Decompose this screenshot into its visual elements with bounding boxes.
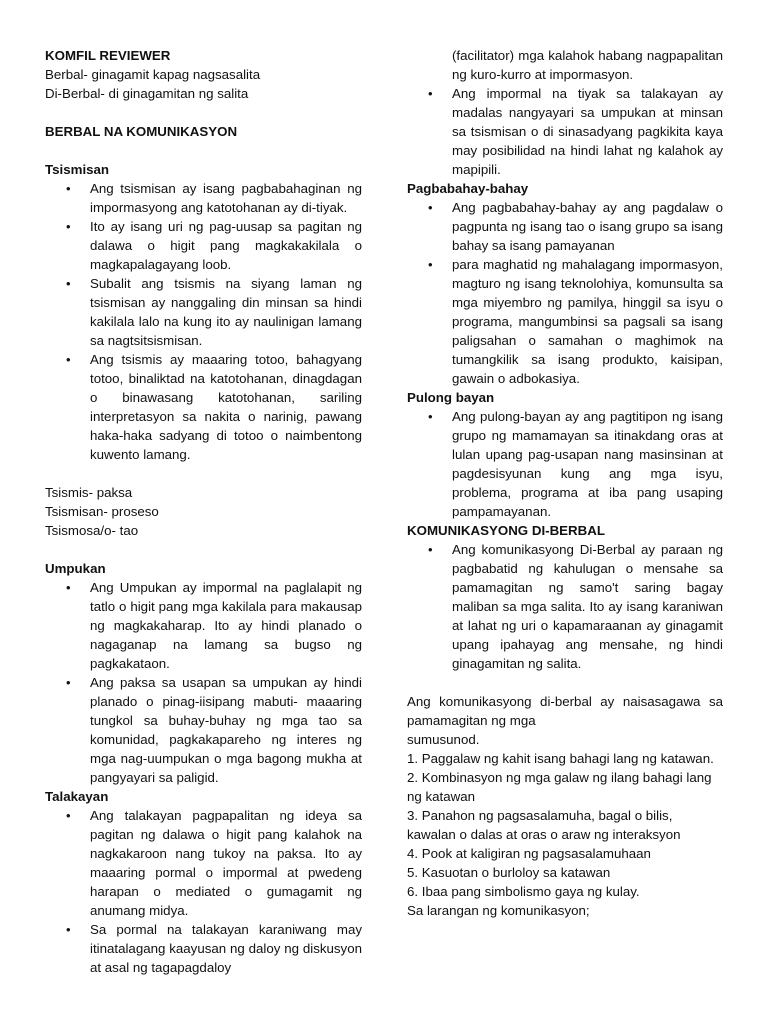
umpukan-list <box>45 578 362 787</box>
closing-line: Sa larangan ng komunikasyon; <box>407 903 590 918</box>
numbered-item: 1. Paggalaw ng kahit isang bahagi lang ng katawan. <box>407 751 714 766</box>
intro-line: sumusunod. <box>407 732 480 747</box>
definition-berbal: Berbal- ginagamit kapag nagsasalita <box>45 67 261 82</box>
intro-line: Ang komunikasyong di-berbal ay naisasagawa sa <box>407 694 723 709</box>
numbered-item: 4. Pook at kaligiran ng pagsasalamuhaan <box>407 846 651 861</box>
talakayan-continuation: (facilitator) mga kalahok habang nagpapalitan ng kuro-kurro at impormasyon. <box>452 48 723 82</box>
di-berbal-list <box>407 540 723 673</box>
section-heading-berbal: BERBAL NA KOMUNIKASYON <box>45 124 238 139</box>
heading-pagbabahay: Pagbabahay-bahay <box>407 181 529 196</box>
list-item: • Ang tsismisan ay isang pagbabahaginan ng impormasyong ang katotohanan ay di-tiyak. <box>45 179 362 217</box>
term-tsismisan: Tsismisan- proseso <box>45 504 159 519</box>
list-item: • Ang pulong-bayan ay ang pagtitipon ng isang grupo ng mamamayan sa itinakdang oras at lulan upang pag-usapan nang masinsinan at pagdesisyunan kung ang mga isyu, problema, programa at iba pang usaping pampamayanan. <box>407 407 723 521</box>
numbered-item: 3. Panahon ng pagsasalamuha, bagal o bilis, kawalan o dalas at oras o araw ng interaksyon <box>407 808 681 842</box>
list-item: • Ang komunikasyong Di-Berbal ay paraan ng pagbabatid ng kahulugan o mensahe sa pamamagitan ng samo't saring bagay maliban sa mga salita. Ito ay isang karaniwan at lahat ng uri o kapamaraanan ay ginagamit upang ipahayag ang mensahe, ng hindi ginagamitan ng salita. <box>407 540 723 673</box>
list-item: • Ang pagbabahay-bahay ay ang pagdalaw o pagpunta ng isang tao o isang grupo sa isang bahay sa isang pamayanan <box>407 198 723 255</box>
heading-talakayan: Talakayan <box>45 789 109 804</box>
numbered-item: 2. Kombinasyon ng mga galaw ng ilang bahagi lang ng katawan <box>407 770 712 804</box>
document-title: KOMFIL REVIEWER <box>45 48 171 63</box>
pagbabahay-list <box>407 198 723 388</box>
list-item: • Ang tsismis ay maaaring totoo, bahagyang totoo, binaliktad na katotohanan, dinagdagan o binawasang katotohanan, sariling interpretasyon sa nakita o narinig, pawang haka-haka sadyang di totoo o naimbentong kuwento lamang. <box>45 350 362 464</box>
heading-umpukan: Umpukan <box>45 561 106 576</box>
term-tsismosa: Tsismosa/o- tao <box>45 523 139 538</box>
intro-line: pamamagitan ng mga <box>407 713 536 728</box>
list-item: • Ang impormal na tiyak sa talakayan ay madalas nangyayari sa umpukan at minsan sa tsismisan o di sinasadyang pagkikita kaya may posibilidad na hindi lahat ng kalahok ay mapipili. <box>407 84 723 179</box>
heading-di-berbal: KOMUNIKASYONG DI-BERBAL <box>407 523 605 538</box>
heading-tsismisan: Tsismisan <box>45 162 110 177</box>
list-item: • Ang Umpukan ay impormal na paglalapit ng tatlo o higit pang mga kakilala para makausap ng magkakaharap. Ito ay hindi planado o nagaganap na lamang sa bugso ng pagkakataon. <box>45 578 362 673</box>
numbered-item: 6. Ibaa pang simbolismo gaya ng kulay. <box>407 884 640 899</box>
list-item: • Ang paksa sa usapan sa umpukan ay hindi planado o pinag-iisipang mabuti- maaaring tungkol sa buhay-buhay ng mga tao sa komunidad, pagkakapareho ng interes ng mga nag-uumpukan o mga bagong mukha at pangyayari sa paligid. <box>45 673 362 787</box>
list-item: • Subalit ang tsismis na siyang laman ng tsismisan ay nanggaling din minsan sa hindi kakilala lalo na kung ito ay naulinigan lamang sa nagtsitsismisan. <box>45 274 362 350</box>
pulong-list <box>407 407 723 521</box>
list-item: • Ito ay isang uri ng pag-uusap sa pagitan ng dalawa o higit pang magkakakilala o magkapalagayang loob. <box>45 217 362 274</box>
list-item: • Sa pormal na talakayan karaniwang may itinatalagang kaayusan ng daloy ng diskusyon at asal ng tagapagdaloy <box>45 920 362 977</box>
tsismisan-list <box>45 179 362 464</box>
heading-pulong-bayan: Pulong bayan <box>407 390 495 405</box>
talakayan-list-cont <box>407 84 723 179</box>
talakayan-list <box>45 806 362 977</box>
list-item: • para maghatid ng mahalagang impormasyon, magturo ng isang teknolohiya, komunsulta sa mga miyembro ng pamilya, hinggil sa isyu o programa, mangumbinsi sa pagsali sa isang paligsahan o samahan o maghimok na tumangkilik sa isang produkto, kaisipan, gawain o adbokasiya. <box>407 255 723 388</box>
right-column <box>407 46 723 920</box>
definition-di-berbal: Di-Berbal- di ginagamitan ng salita <box>45 86 249 101</box>
term-tsismis: Tsismis- paksa <box>45 485 133 500</box>
list-item: • Ang talakayan pagpapalitan ng ideya sa pagitan ng dalawa o higit pang kalahok na nagkakaroon nang tukoy na paksa. Ito ay maaaring pormal o impormal at pwedeng harapan o mediated o gumagamit ng anumang midya. <box>45 806 362 920</box>
numbered-item: 5. Kasuotan o burloloy sa katawan <box>407 865 611 880</box>
left-column <box>45 46 362 977</box>
